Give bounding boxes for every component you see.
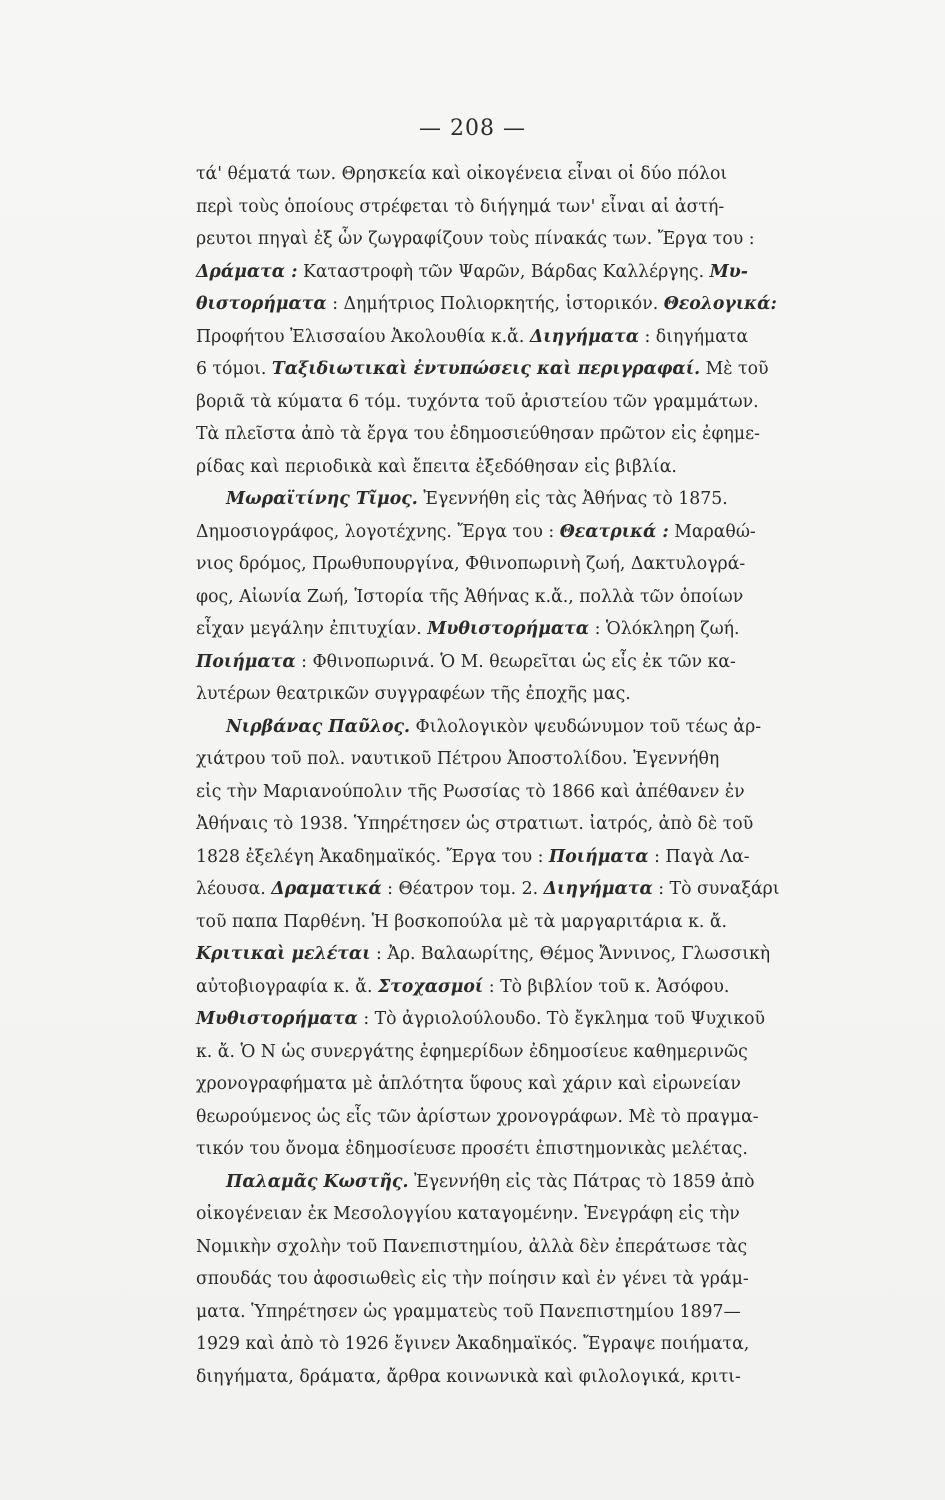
text-run: εἶχαν μεγάλην ἐπιτυχίαν. [196,619,428,639]
text-line [196,191,725,224]
text-line [196,776,745,809]
text-line [196,1003,766,1036]
text-run: : Τὸ συναξάρι [652,879,780,899]
text-line [196,938,771,971]
bold-heading: Ποιήματα [548,846,649,867]
text-line [196,743,718,776]
text-line [196,223,755,256]
text-run: Προφήτου Ἐλισσαίου Ἀκολουθία κ.ἄ. [196,326,530,347]
text-run: αὐτοβιογραφία κ. ἄ. [196,976,378,997]
text-line [196,288,777,321]
bold-heading: Μυθιστορήματα [427,619,590,639]
text-line [196,711,762,744]
text-line [196,256,748,289]
text-line [196,353,769,386]
text-run: χρονογραφήματα μὲ ἁπλότητα ὕφους καὶ χάριν καὶ εἰρωνείαν [196,1074,741,1094]
text-run: ματα. Ὑπηρέτησεν ὡς γραμματεὺς τοῦ Πανεπιστημίου 1897— [196,1301,741,1322]
text-run: ρίδας καὶ περιοδικὰ καὶ ἔπειτα ἐξεδόθησαν εἰς βιβλία. [196,456,677,477]
text-line [196,418,760,451]
text-run: Δημοσιογράφος, λογοτέχνης. Ἔργα του : [196,521,560,542]
text-run: 1929 καὶ ἀπὸ τὸ 1926 ἔγινεν Ἀκαδημαϊκός. Ἔγραψε ποιήματα, [196,1334,750,1354]
text-run: φος, Αἰωνία Ζωή, Ἱστορία τῆς Ἀθήνας κ.ἄ., πολλὰ τῶν ὁποίων [196,586,744,607]
text-run: Φιλολογικὸν ψευδώνυμον τοῦ τέως ἀρ- [410,716,762,737]
text-line [196,516,756,549]
text-run: : Θέατρον τομ. 2. [381,879,544,899]
text-run: Μαραθώ- [668,521,756,542]
text-run: : Ἀρ. Βαλαωρίτης, Θέμος Ἄννινος, Γλωσσικὴ [370,944,771,964]
text-line [196,1361,741,1394]
text-line [196,873,780,906]
text-run: 1828 ἐξελέγη Ἀκαδημαϊκός. Ἔργα του : [196,846,549,867]
text-line [196,321,749,354]
bold-heading: Θεολογικά: [663,294,777,314]
text-line [196,483,728,516]
text-run: κ. ἄ. Ὁ Ν ὡς συνεργάτης ἐφημερίδων ἐδημοσίευε καθημερινῶς [196,1041,748,1062]
body-text [196,158,780,1393]
text-run: τά' θέματά των. Θρησκεία καὶ οἰκογένεια εἶναι οἱ δύο πόλοι [196,164,728,184]
text-run: : Φθινοπωρινά. Ὁ Μ. θεωρεῖται ὡς εἷς ἐκ τῶν κα- [295,651,736,672]
bold-heading: Διηγήματα [529,326,639,347]
text-line [196,548,746,581]
text-line [196,1166,755,1199]
text-line [196,1263,749,1296]
text-run: τοῦ παπα Παρθένη. Ἡ βοσκοπούλα μὲ τὰ μαργαριτάρια κ. ἄ. [196,911,728,932]
text-line [196,386,759,419]
bold-heading: Κριτικαὶ μελέται [196,944,371,964]
bold-heading: Παλαμᾶς Κωστῆς. [226,1171,409,1192]
text-line [196,906,728,939]
bold-heading: Ταξιδιωτικαὶ ἐντυπώσεις καὶ περιγραφαί. [271,359,701,379]
bold-heading: Ποιήματα [196,651,296,672]
text-run: Καταστροφὴ τῶν Ψαρῶν, Βάρδας Καλλέργης. [297,261,710,282]
text-run: : Παγὰ Λα- [648,846,750,867]
text-run: θεωρούμενος ὡς εἷς τῶν ἀρίστων χρονογράφων. Μὲ τὸ πραγμα- [196,1106,759,1127]
text-run: 6 τόμοι. [196,359,272,379]
text-run: Ἐγεννήθη εἰς τὰς Πάτρας τὸ 1859 ἀπὸ [408,1171,755,1192]
text-line [196,1101,759,1134]
text-run: λέουσα. [196,879,272,899]
bold-heading: θιστορήματα [196,294,327,314]
text-line [196,1296,741,1329]
text-run: εἰς τὴν Μαριανούπολιν τῆς Ρωσσίας τὸ 1866 καὶ ἀπέθανεν ἐν [196,781,745,802]
text-run: Τὰ πλεῖστα ἀπὸ τὰ ἔργα του ἐδημοσιεύθησαν πρῶτον εἰς ἐφημε- [196,424,760,444]
bold-heading: Μυθιστορήματα [196,1009,358,1029]
bold-heading: Δραματικά [271,879,382,899]
text-run: Μὲ τοῦ [700,359,769,379]
text-run: νιος δρόμος, Πρωθυπουργίνα, Φθινοπωρινὴ ζωή, Δακτυλογρά- [196,554,746,574]
text-line [196,613,740,646]
page-number: — 208 — [419,116,526,141]
text-line [196,646,736,679]
text-run: τικόν του ὄνομα ἐδημοσίευσε προσέτι ἐπιστημονικὰς μελέτας. [196,1139,748,1159]
text-run: διηγήματα, δράματα, ἄρθρα κοινωνικὰ καὶ φιλολογικά, κριτι- [196,1366,741,1387]
text-line [196,971,730,1004]
text-line [196,1198,740,1231]
bold-heading: Διηγήματα [543,879,653,899]
text-run: Νομικὴν σχολὴν τοῦ Πανεπιστημίου, ἀλλὰ δὲν ἐπεράτωσε τὰς [196,1236,748,1257]
text-run: βοριᾶ τὰ κύματα 6 τόμ. τυχόντα τοῦ ἀριστείου τῶν γραμμάτων. [196,391,759,412]
bold-heading: Στοχασμοί [377,976,484,997]
text-run: Ἀθήναις τὸ 1938. Ὑπηρέτησεν ὡς στρατιωτ. ἰατρός, ἀπὸ δὲ τοῦ [196,814,754,834]
text-line [196,1036,748,1069]
text-run: οἰκογένειαν ἐκ Μεσολογγίου καταγομένην. Ἐνεγράφη εἰς τὴν [196,1204,740,1224]
text-line [196,158,728,191]
text-run: χιάτρου τοῦ πολ. ναυτικοῦ Πέτρου Ἀποστολίδου. Ἐγεννήθη [196,749,720,769]
text-run: : διηγήματα [639,326,749,347]
text-line [196,808,754,841]
text-run: : Τὸ ἀγριολούλουδο. Τὸ ἔγκλημα τοῦ Ψυχικοῦ [357,1009,766,1029]
bold-heading: Νιρβάνας Παῦλος. [226,716,411,737]
text-run: λυτέρων θεατρικῶν συγγραφέων τῆς ἐποχῆς μας. [196,684,631,704]
text-run: σπουδάς του ἀφοσιωθεὶς εἰς τὴν ποίησιν καὶ ἐν γένει τὰ γράμ- [196,1269,749,1289]
text-line [196,1328,750,1361]
text-line [196,841,750,874]
text-line [196,1068,741,1101]
text-line [196,678,718,711]
text-line [196,451,718,484]
text-run: ρευτοι πηγαὶ ἐξ ὧν ζωγραφίζουν τοὺς πίνακάς των. Ἔργα του : [196,229,755,249]
text-line [196,581,744,614]
text-run: : Τὸ βιβλίον τοῦ κ. Ἀσόφου. [483,976,730,997]
bold-heading: Θεατρικά : [559,521,669,542]
text-line [196,1133,748,1166]
text-run: Ἐγεννήθη εἰς τὰς Ἀθήνας τὸ 1875. [417,489,728,509]
bold-heading: Δράματα : [196,261,298,282]
text-run: : Δημήτριος Πολιορκητής, ἱστορικόν. [326,294,664,314]
text-line [196,1231,748,1264]
text-run: : Ὁλόκληρη ζωή. [589,619,740,639]
text-run: περὶ τοὺς ὁποίους στρέφεται τὸ διήγημά των' εἶναι αἱ ἀστή- [196,196,725,217]
bold-heading: Μυ- [709,261,748,282]
bold-heading: Μωραϊτίνης Τῖμος. [226,489,418,509]
